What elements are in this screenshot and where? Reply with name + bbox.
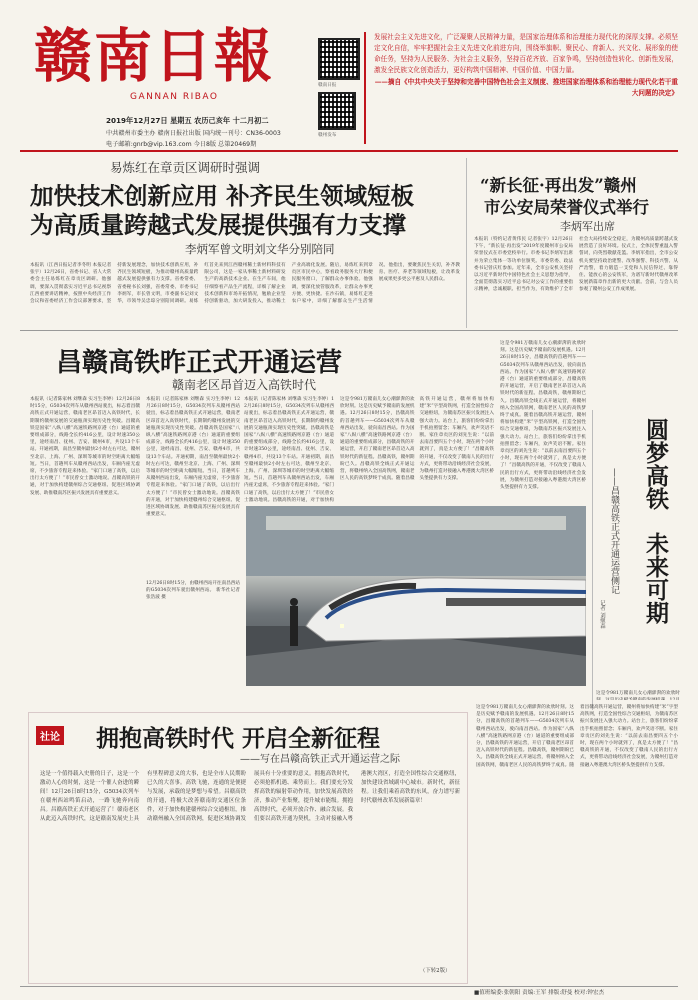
rail-headline: 昌赣高铁昨正式开通运营 [56,348,343,378]
lead-body: 本报讯（江西日报记者李冬明 本报记者张宇）12月26日，省委书记、省人大常委会主任易炼红在章贡区调研。他强调，要深入贯彻落实习近平总书记视察江西重要讲话精神，按照中央经济工作会议和省委经济工作会议部署要求，坚持新发展理念，加快技术创新应用，补齐民生领域短板，为推动赣州高质量跨越式发展提供强有力支撑。省委常委、省委秘书长刘强，省委常委、市委书记李炳军，市长曾文明，市委副书记刘文华，市领导吴忠琼分别陪同调研。易炼红首先来到江西赣州稀土新材料科技有限公司，这是一家从事稀土新材料研发生产的高新技术企业。在生产车间，他仔细察看产品生产流程，详细了解企业技术创新和市场开拓情况，勉励企业坚持创新驱动，加大研发投入，推动稀土产业高端化发展。随后，易炼红来到章贡区市民中心，察看政务服务大厅和便民服务窗口，了解群众办事体验。他强调，要深化放管服改革，让群众办事更方便、更快捷。在沙石镇，易炼红走进农户家中，详细了解群众生产生活情况。他指出，要聚焦民生关切，补齐教育、医疗、养老等领域短板，让改革发展成果更多更公平惠及人民群众。 [30,263,460,305]
commentary-body-col2: 这是令981万赣南儿女心潮澎湃的欢欣时刻。这是历史赋予赣南的发展机遇。12月26日8时15分，昌赣高铁的首趟列车——G5034次列车从赣州西站出发，驶向南昌西站。作为国家“八纵八横”高速铁路网京港（台）通道的重要组成部分，昌赣高铁的开通运营，开启了赣南老区昂首迈入高铁时代的新征程。昌赣高铁，赣州期盼已久。昌赣高铁全线正式开通运营，将赣州纳入全国高铁网，赣南老区人民的高铁梦终于成真。随着昌赣高铁开通运营，赣州将加快构建“米”字型高铁网，打造全国性综合交通枢纽，为赣南苏区振兴发展注入强大动力。站台上，旅客们纷纷拿出手机拍照留念；车厢内，欢声笑语不断。家住章贡区的刘先生说：“以前去南昌要四五个小时，现在两个小时就到了，真是太方便了！”昌赣高铁的开通，不仅改变了赣南人民的出行方式，更将带动沿线经济社会发展，为赣州打造对接融入粤港澳大湾区桥头堡提供有力支撑。 [340,397,494,482]
rail-body: 本报讯（记者陈家林 刘继森 实习生李婷）12月26日8时15分，G5034次列车从赣州西站驶出，标志着昌赣高铁正式开通运营，赣南老区昂首迈入高铁时代，长期制约赣州发展的交通瓶颈实现历史性突破。昌赣高铁是国家“八纵八横”高速铁路网京港（台）通道的重要组成部分，线路全长约416公里，设计时速350公里，途经南昌、抚州、吉安、赣州4市，共设13个车站。开通初期，南昌至赣州最快2小时左右可达，赣州至北京、上海、广州、深圳等城市的时空距离大幅缩短。当日，首趟列车从赣州西站出发，车厢内座无虚席，不少旅客专程赶来体验。“家门口通了高铁，以后出行太方便了！”市民曾女士激动地说。昌赣高铁的开通，对于加快构建赣州综合交通枢纽、促进区域协调发展、助推赣南苏区振兴发展具有重要意义。 [30,397,140,496]
rail-photo-caption: 12月26日8时15分，由赣州西站开往南昌西站的G5034次列车驶出赣州西站。 新华社记者 张浩波 摄 [146,581,240,601]
lead-subhead: 李炳军曾文明刘文华分别陪同 [185,242,335,256]
masthead-rule [20,150,678,152]
publisher-line: 中共赣州市委主办 赣南日报社出版 国内统一刊号：CN36-0003 [106,130,281,137]
qr-code-1 [318,38,360,80]
rail-body-col3: 本报讯（记者陈家林 刘继森 实习生李婷）12月26日8时15分，G5034次列车从赣州西站驶出，标志着昌赣高铁正式开通运营，赣南老区昂首迈入高铁时代，长期制约赣州发展的交通瓶颈实现历史性突破。昌赣高铁是国家“八纵八横”高速铁路网京港（台）通道的重要组成部分，线路全长约416公里，设计时速350公里，途经南昌、抚州、吉安、赣州4市，共设13个车站。开通初期，南昌至赣州最快2小时左右可达，赣州至北京、上海、广州、深圳等城市的时空距离大幅缩短。当日，首趟列车从赣州西站出发，车厢内座无虚席，不少旅客专程赶来体验。“家门口通了高铁，以后出行太方便了！”市民曾女士激动地说。昌赣高铁的开通，对于加快构 [244,397,334,503]
side-body: 本报讯（特约记者黄伟民 记者张宇）12月26日下午，“新长征·再出发”2019年度赣州市公安局荣誉仪式在市委党校举行。市委书记李炳军出席并为荣立集体一等功单位颁奖。市委常委、政法委书记曾庆红参加。近年来，全市公安机关坚持以习近平新时代中国特色社会主义思想为指导，全面贯彻落实习近平总书记对公安工作的重要指示精神，忠诚履职、担当作为，有效维护了全市社会大局持续安全稳定，为赣州高质量跨越式发展营造了良好环境。仪式上，全体民警重温入警誓词，向英烈敬献花篮。李炳军指出，全市公安机关要坚持政治建警、改革强警、科技兴警、从严治警，着力锻造一支党和人民信得过、靠得住、能放心的公安铁军，为谱写新时代赣州改革发展新篇章作出新的更大贡献。会前，与会人员参观了赣州公安工作成果展。 [474,237,678,293]
commentary-byline: 记者 刘继森 [599,600,605,629]
commentary-title-2: 未来可期 [642,532,669,624]
editorial-tag: 社论 [36,726,64,745]
train-photo [246,506,586,686]
commentary-column-rule [592,410,593,710]
commentary-body: 这是令981万赣南儿女心潮澎湃的欢欣时刻。这是历史赋予赣南的发展机遇。12月26日8时15分，昌赣高铁的首趟列车——G5034次列车从赣州西站出发，驶向南昌西站。作为国家“八纵八横”高速铁路网京港（台）通道的重要组成部分，昌赣高铁的开通运营，开启了赣南老区昂首迈入高铁时代的新征程。昌赣高铁，赣州期盼已久。昌赣高铁全线正式开通运营，将赣州纳入全国高铁网，赣南老区人民的高铁梦终于成真。随着昌赣高铁开通运营，赣州将加快构建“米”字型高铁网，打造全国性综合交通枢纽，为赣南苏区振兴发展注入强大动力。站台上，旅客们纷纷拿出手机拍照留念；车厢内，欢声笑语不断。家住章贡区的刘先生说：“以前去南昌要四五个小时，现在两个小时就到了，真是太方便了！”昌赣高铁的开通，不仅改变了赣南人民的出行方式，更将带动沿线经济社会发展，为赣州打造对接融入粤港澳大湾区桥头堡提供有力支撑。 [500,341,586,491]
editorial-continued: （下转2版） [420,968,451,974]
lead-kicker: 易炼红在章贡区调研时强调 [110,160,261,175]
lead-headline-2: 为高质量跨越式发展提供强有力支撑 [30,211,406,239]
side-subhead: 李炳军出席 [560,220,615,233]
commentary-title-1: 圆梦高铁 [642,418,669,510]
commentary-subhead: ——昌赣高铁正式开通运营侧记 [609,468,619,594]
qr-code-2 [318,92,356,130]
side-headline-2: 市公安局荣誉仪式举行 [484,198,649,217]
editorial-subhead: ——写在昌赣高铁正式开通运营之际 [240,754,400,765]
rail-body-col2: 本报讯（记者陈家林 刘继森 实习生李婷）12月26日8时15分，G5034次列车从赣州西站驶出，标志着昌赣高铁正式开通运营，赣南老区昂首迈入高铁时代，长期制约赣州发展的交通瓶颈实现历史性突破。昌赣高铁是国家“八纵八横”高速铁路网京港（台）通道的重要组成部分，线路全长约416公里，设计时速350公里，途经南昌、抚州、吉安、赣州4市，共设13个车站。开通初期，南昌至赣州最快2小时左右可达，赣州至北京、上海、广州、深圳等城市的时空距离大幅缩短。当日，首趟列车从赣州西站出发，车厢内座无虚席，不少旅客专程赶来体验。“家门口通了高铁，以后出行太方便了！”市民曾女士激动地说。昌赣高铁的开通，对于加快构建赣州综合交通枢纽、促进区域协调发展、助推赣南苏区振兴发展具有重要意义。 [146,397,240,518]
section-rule-1 [20,330,678,331]
qr-caption-2: 赣州发布 [318,133,337,138]
side-headline-1: “新长征·再出发”赣州 [480,176,637,195]
editorial-body: 这是一个值得载入史册的日子，这是一个激动人心的时刻，这是一个催人奋进的瞬间！12月26日8时15分，G5034次列车在赣州西站鸣笛启动，一路飞驰奔向南昌。昌赣高铁正式开通运营了！赣南老区从此迈入高铁时代，这是赣南发展史上具有里程碑意义的大事，也是全市人民期盼已久的大喜事。高铁飞驰，连通的是便捷与发展，承载的是梦想与希望。昌赣高铁的开通，将极大改善赣南的交通区位条件，对于加快构建赣州综合交通枢纽，推动赣州融入全国高铁网，促进区域协调发展具有十分重要的意义。拥抱高铁时代，必须抢抓机遇、乘势而上。我们要充分发挥高铁的辐射带动作用，加快发展高铁经济，推动产业集聚，提升城市能级。拥抱高铁时代，必须开放合作、融合发展。我们要以高铁开通为契机，主动对接融入粤港澳大湾区，打造全国性综合交通枢纽，加快建设省域副中心城市。新时代，新征程。让我们乘着高铁的东风，奋力谱写新时代赣州改革发展新篇章！ [40,771,460,822]
lead-headline-1: 加快技术创新应用 补齐民生领域短板 [30,182,415,210]
commentary-body-col4: 这是令981万赣南儿女心潮澎湃的欢欣时刻。这是历史赋予赣南的发展机遇。12月26日8时15分，昌赣高铁的首趟列车——G5034次列车从赣州西站出发，驶向南昌西站。作为国家“八纵八横”高速铁路网京港（台）通道的重要组成部分，昌赣高铁的开通运营，开启了赣南老区昂首迈入高铁时代的新征程。昌赣高铁，赣州期盼已久。昌赣高铁全线正式开通运营，将赣州纳入全国高铁网，赣南老区人民的高铁梦终于成真。随着昌赣高铁开通运营，赣州将加快构建“米”字型高铁网，打造全国性综合交通枢纽，为赣南苏区振兴发展注入强大动力。站台上，旅客们纷纷拿出手机拍照留念；车厢内，欢声笑语不断。家住章贡区的刘先生说：“以前去南昌要四五个小时，现在两个小时就到了，真是太方便了！”昌赣高铁的开通，不仅改变了赣南人民的出行方式，更将带动沿线经济社会发展，为赣州打造对接融入粤港澳大湾区桥头堡提供有力支撑。 [476,705,678,768]
date-line: 2019年12月27日 星期五 农历己亥年 十二月初二 [106,116,269,125]
quote-text: 发展社会主义先进文化，广泛凝聚人民精神力量，是国家治理体系和治理能力现代化的深厚支撑。必须坚定文化自信，牢牢把握社会主义先进文化前进方向，围绕举旗帜、聚民心、育新人、兴文化、展形象的使命任务，坚持为人民服务、为社会主义服务，坚持百花齐放、百家争鸣，坚持创造性转化、创新性发展，激发全民族文化创造活力，更好构筑中国精神、中国价值、中国力量。 [374,33,678,74]
train-illustration [246,506,586,686]
qr-caption-1: 赣南日报 [318,83,337,88]
footer-credits: ■值班编委:张朝阳 责编:王军 排版:舒曼 校对:钟宏杰 [474,990,605,996]
contact-line: 电子邮箱:gnrb@vip.163.com 今日8版 总第20469期 [106,141,257,148]
commentary-body-col3: 这是令981万赣南儿女心潮澎湃的欢欣时 [596,691,680,696]
editorial-headline: 拥抱高铁时代 开启全新征程 [96,725,381,752]
masthead-logo: 赣南日報 [34,22,275,90]
side-column-rule [466,158,467,328]
masthead-pinyin: GANNAN RIBAO [130,92,219,102]
quote-source: ——摘自《中共中央关于坚持和完善中国特色社会主义制度、推进国家治理体系和治理能力现代化若干重大问题的决定》 [374,78,678,97]
quote-box [364,32,678,144]
footer-rule [20,986,678,987]
masthead [20,6,365,174]
rail-subhead: 赣南老区昂首迈入高铁时代 [172,378,317,392]
